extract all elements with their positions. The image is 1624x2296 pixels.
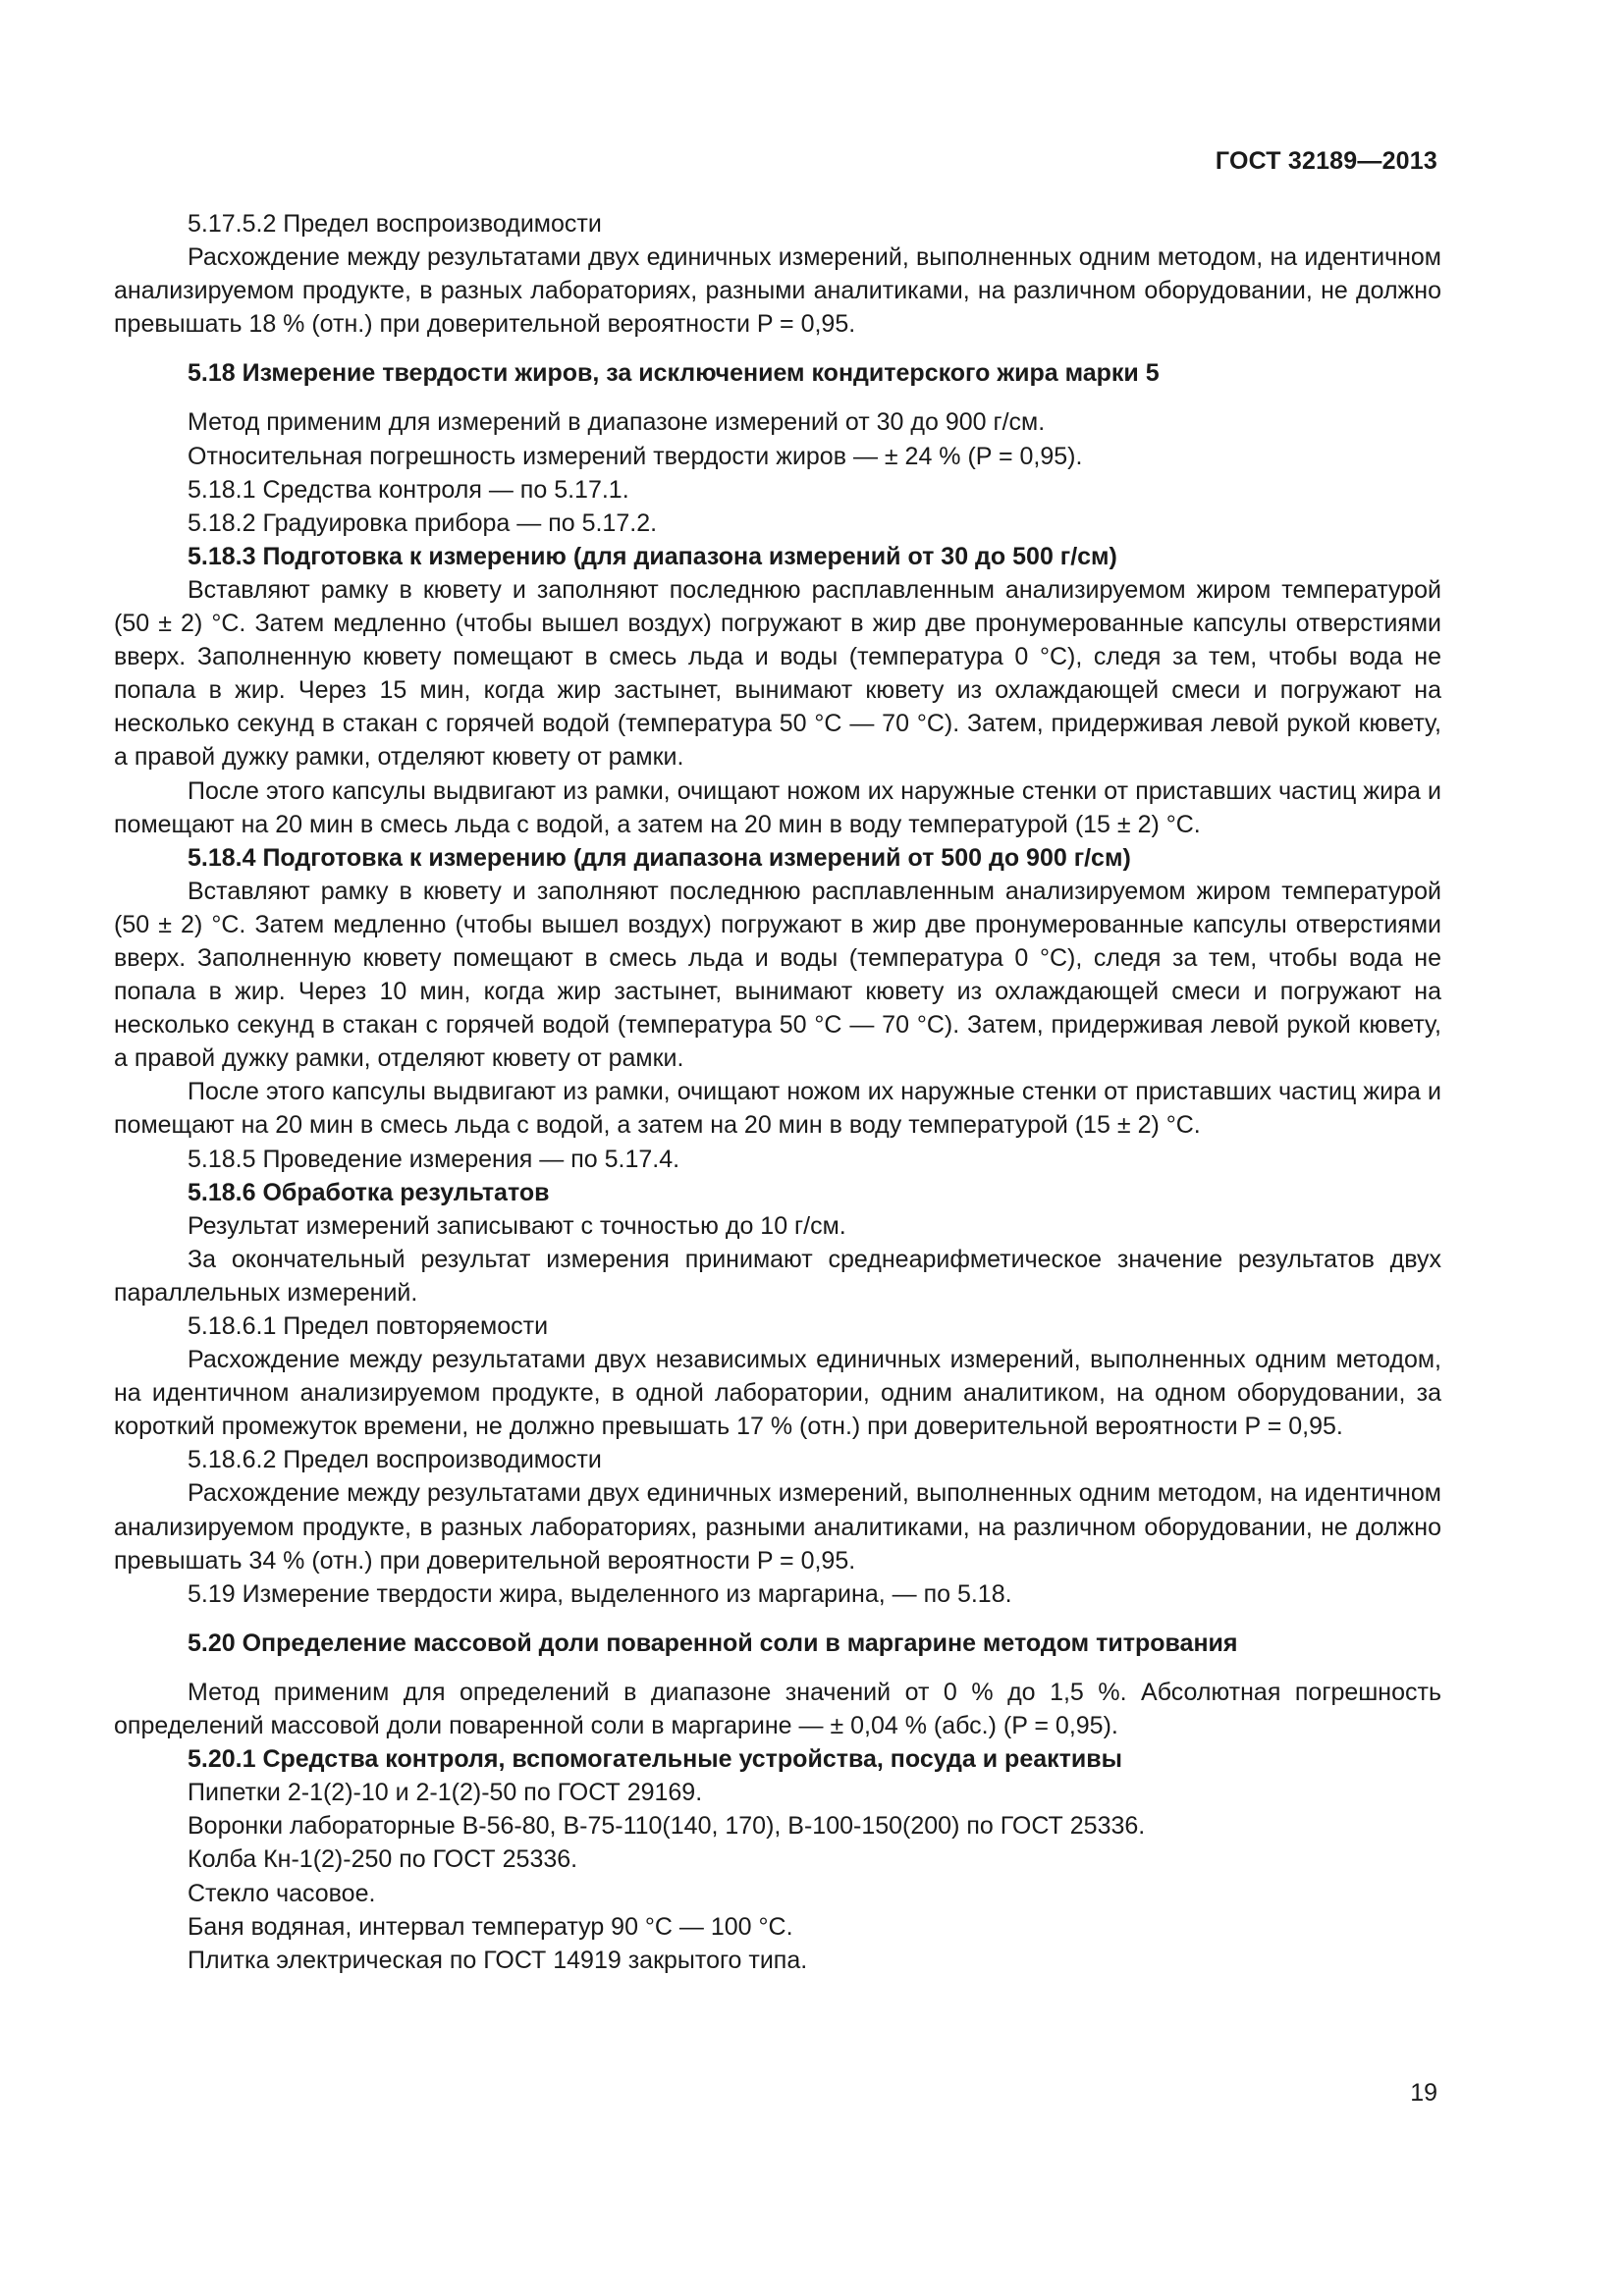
list-item: Стекло часовое. (188, 1879, 376, 1907)
list-item: Баня водяная, интервал температур 90 °С — 100 °С. (188, 1912, 793, 1941)
paragraph: Расхождение между результатами двух независимых единичных измерений, выполненных одним методом, на идентичном анализируемом продукте, в одной лаборатории, одним аналитиком, на одном оборудовании, за короткий промежуток времени, не должно превышать 17 % (отн.) при доверительной вероятности P = 0,95. (114, 1346, 1441, 1441)
paragraph: Вставляют рамку в кювету и заполняют последнюю расплавленным анализируемом жиром температурой (50 ± 2) °С. Затем медленно (чтобы вышел воздух) погружают в жир две пронумерованные капсулы отверстиями вверх. Заполненную кювету помещают в смесь льда и воды (температура 0 °С), следя за тем, чтобы вода не попала в жир. Через 10 мин, когда жир застынет, вынимают кювету из охлаждающей смеси и погружают на несколько секунд в стакан с горячей водой (температура 50 °С — 70 °С). Затем, придерживая левой рукой кювету, а правой дужку рамки, отделяют кювету от рамки. (114, 877, 1441, 1073)
paragraph: 5.18.5 Проведение измерения — по 5.17.4. (188, 1145, 680, 1173)
paragraph: 5.18.6.2 Предел воспроизводимости (188, 1446, 602, 1474)
list-item: Воронки лабораторные В-56-80, В-75-110(140, 170), В-100-150(200) по ГОСТ 25336. (188, 1812, 1146, 1841)
paragraph: После этого капсулы выдвигают из рамки, очищают ножом их наружные стенки от приставших частиц жира и помещают на 20 мин в смесь льда с водой, а затем на 20 мин в воду температурой (15 ± 2) °С. (114, 1078, 1441, 1140)
list-item: Плитка электрическая по ГОСТ 14919 закрытого типа. (188, 1946, 808, 1974)
section-heading: 5.18 Измерение твердости жиров, за исключением кондитерского жира марки 5 (188, 359, 1160, 388)
paragraph: 5.18.2 Градуировка прибора — по 5.17.2. (188, 508, 658, 537)
paragraph: За окончательный результат измерения принимают среднеарифметическое значение результатов двух параллельных измерений. (114, 1245, 1441, 1307)
section-heading: 5.20 Определение массовой доли поваренной соли в маргарине методом титрования (188, 1629, 1238, 1657)
paragraph: 5.18.6.1 Предел повторяемости (188, 1312, 549, 1340)
paragraph: Вставляют рамку в кювету и заполняют последнюю расплавленным анализируемом жиром температурой (50 ± 2) °С. Затем медленно (чтобы вышел воздух) погружают в жир две пронумерованные капсулы отверстиями вверх. Заполненную кювету помещают в смесь льда и воды (температура 0 °С), следя за тем, чтобы вода не попала в жир. Через 15 мин, когда жир застынет, вынимают кювету из охлаждающей смеси и погружают на несколько секунд в стакан с горячей водой (температура 50 °С — 70 °С). Затем, придерживая левой рукой кювету, а правой дужку рамки, отделяют кювету от рамки. (114, 575, 1441, 772)
paragraph: Расхождение между результатами двух единичных измерений, выполненных одним методом, на идентичном анализируемом продукте, в разных лабораториях, разными аналитиками, на различном оборудовании, не должно превышать 18 % (отн.) при доверительной вероятности P = 0,95. (114, 243, 1441, 339)
paragraph: 5.18.1 Средства контроля — по 5.17.1. (188, 475, 629, 504)
subsection-heading: 5.20.1 Средства контроля, вспомогательные устройства, посуда и реактивы (188, 1745, 1122, 1774)
paragraph: После этого капсулы выдвигают из рамки, очищают ножом их наружные стенки от приставших частиц жира и помещают на 20 мин в смесь льда с водой, а затем на 20 мин в воду температурой (15 ± 2) °С. (114, 776, 1441, 838)
document-body (114, 207, 1441, 1977)
list-item: Пипетки 2-1(2)-10 и 2-1(2)-50 по ГОСТ 29169. (188, 1779, 703, 1807)
subsection-heading: 5.18.4 Подготовка к измерению (для диапазона измерений от 500 до 900 г/см) (188, 843, 1131, 872)
paragraph: 5.19 Измерение твердости жира, выделенного из маргарина, — по 5.18. (188, 1579, 1012, 1608)
subsection-heading: 5.18.3 Подготовка к измерению (для диапазона измерений от 30 до 500 г/см) (188, 542, 1117, 570)
paragraph: 5.17.5.2 Предел воспроизводимости (188, 210, 602, 238)
paragraph: Относительная погрешность измерений твердости жиров — ± 24 % (P = 0,95). (188, 442, 1083, 470)
subsection-heading: 5.18.6 Обработка результатов (188, 1178, 550, 1206)
paragraph: Результат измерений записывают с точностью до 10 г/см. (188, 1211, 846, 1240)
paragraph: Метод применим для определений в диапазоне значений от 0 % до 1,5 %. Абсолютная погрешность определений массовой доли поваренной соли в маргарине — ± 0,04 % (абс.) (P = 0,95). (114, 1678, 1441, 1740)
paragraph: Метод применим для измерений в диапазоне измерений от 30 до 900 г/см. (188, 408, 1046, 437)
list-item: Колба Кн-1(2)-250 по ГОСТ 25336. (188, 1845, 578, 1874)
page-number: 19 (1410, 2079, 1437, 2107)
document-header: ГОСТ 32189—2013 (1215, 147, 1437, 175)
paragraph: Расхождение между результатами двух единичных измерений, выполненных одним методом, на идентичном анализируемом продукте, в разных лабораториях, разными аналитиками, на различном оборудовании, не должно превышать 34 % (отн.) при доверительной вероятности P = 0,95. (114, 1479, 1441, 1575)
